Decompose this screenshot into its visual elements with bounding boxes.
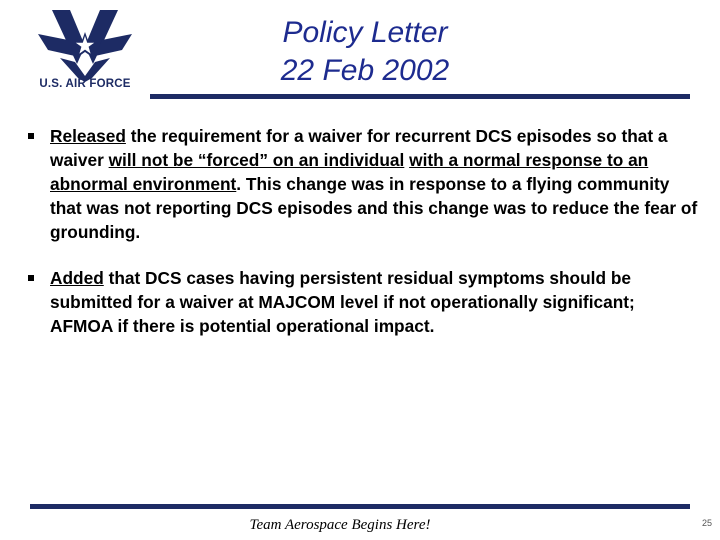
bullet-underlined-text: will not be “forced” on an individual [108, 150, 405, 170]
bullet-square-icon [28, 133, 34, 139]
footer-slogan: Team Aerospace Begins Here! [249, 517, 431, 533]
bullet-lead-released: Released [50, 126, 126, 146]
page-number: 25 [701, 518, 712, 528]
title-line-2: 22 Feb 2002 [280, 54, 450, 87]
bullet-text: . This change was in response to a flying community that was not reporting DCS episodes and this change was to reduce the fear of grounding. [50, 174, 698, 242]
header-divider [150, 94, 690, 99]
bullet-list [28, 124, 698, 360]
footer-divider [30, 504, 690, 509]
bullet-item-added [28, 266, 698, 338]
bullet-underlined-text: with a normal response to an abnormal environment [50, 150, 649, 194]
title-line-1: Policy Letter [282, 16, 448, 49]
bullet-square-icon [28, 275, 34, 281]
logo-wordmark: U.S. AIR FORCE [39, 78, 131, 90]
bullet-text: the requirement for a waiver for recurrent DCS episodes so that a waiver [50, 126, 668, 170]
page-title [230, 14, 500, 90]
bullet-lead-added: Added [50, 268, 104, 288]
bullet-item-released [28, 124, 698, 244]
bullet-text: that DCS cases having persistent residual symptoms should be submitted for a waiver at MAJCOM level if not operationally significant; AFMOA if there is potential operational impact. [50, 268, 635, 336]
